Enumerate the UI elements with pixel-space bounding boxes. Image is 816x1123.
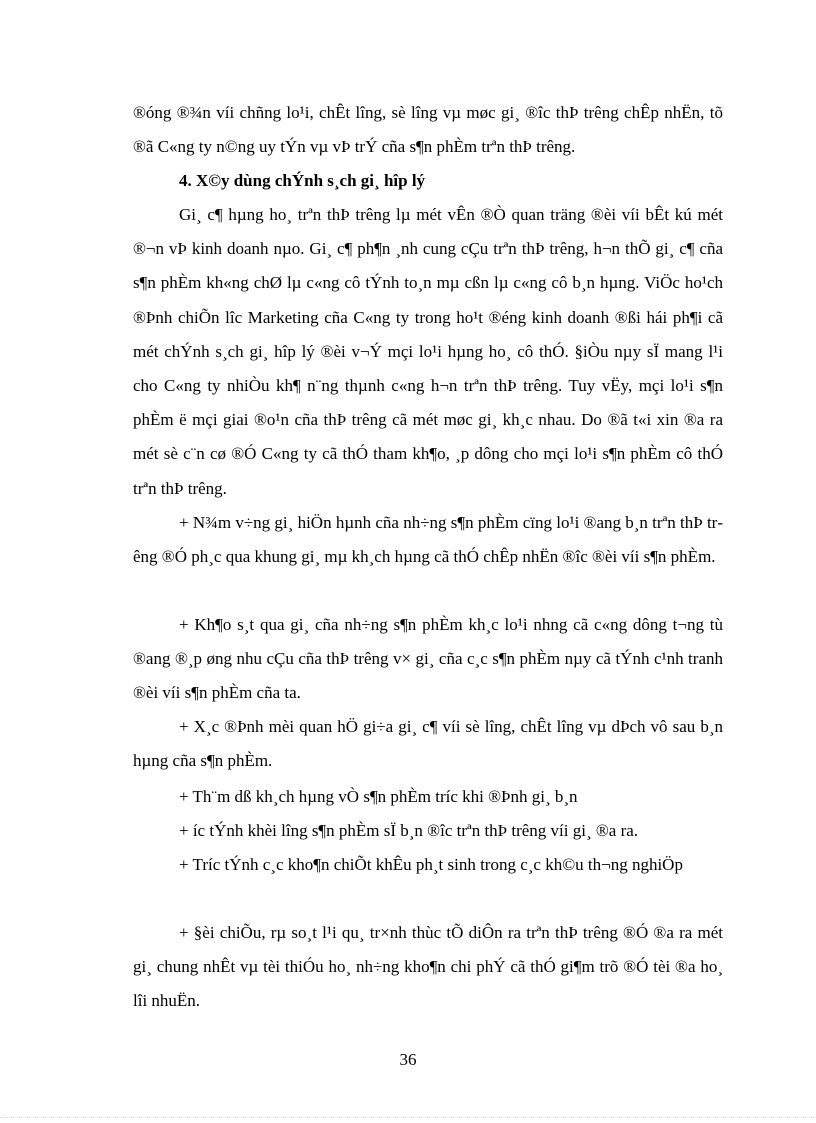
bullet-price-relation: + X¸c ®Þnh mèi quan hÖ gi÷a gi¸ c¶ víi sè lîng, chÊt lîng vµ dÞch vô sau b¸n hµng cña s¶n phÈm. bbox=[133, 717, 723, 771]
section-heading: 4. X©y dùng chÝnh s¸ch gi¸ hîp lý bbox=[179, 171, 426, 190]
bottom-divider bbox=[0, 1117, 816, 1118]
page-number: 36 bbox=[399, 1050, 417, 1069]
intro-paragraph: ®óng ®¾n víi chñng lo¹i, chÊt lîng, sè lîng vµ møc gi¸ ®îc thÞ trêng chÊp nhËn, tõ ®ã C«ng ty n©ng uy tÝn vµ vÞ trÝ cña s¶n phÈm trªn thÞ trêng. bbox=[133, 103, 723, 157]
bullet-survey-prices: + Kh¶o s¸t qua gi¸ cña nh÷ng s¶n phÈm kh¸c lo¹i nhng cã c«ng dông t¬ng tù ®ang ®¸p øng nhu cÇu cña thÞ trêng v× gi¸ cña c¸c s¶n phÈm nµy cã tÝnh c¹nh tranh ®èi víi s¶n phÈm cña ta. bbox=[133, 615, 723, 703]
bullet-review: + §èi chiÕu, rµ so¸t l¹i qu¸ tr×nh thùc tÕ diÔn ra trªn thÞ trêng ®Ó ®a ra mét gi¸ chung nhÊt vµ tèi thiÓu ho¸ nh÷ng kho¶n chi phÝ cã thÓ gi¶m trõ ®Ó tèi ®a ho¸ lîi nhuËn. bbox=[133, 923, 723, 1011]
bullet-discounts: + Tríc tÝnh c¸c kho¶n chiÕt khÊu ph¸t sinh trong c¸c kh©u th¬ng nghiÖp bbox=[179, 855, 683, 874]
bullet-market-price: + N¾m v÷ng gi¸ hiÖn hµnh cña nh÷ng s¶n phÈm cïng lo¹i ®ang b¸n trªn thÞ trêng ®Ó ph¸c qua khung gi¸ mµ kh¸ch hµng cã thÓ chÊp nhËn ®îc ®èi víi s¶n phÈm. bbox=[133, 513, 723, 567]
bullet-volume-estimate: + íc tÝnh khèi lîng s¶n phÈm sÏ b¸n ®îc trªn thÞ trêng víi gi¸ ®a ra. bbox=[179, 821, 639, 840]
bullet-customer-survey: + Th¨m dß kh¸ch hµng vÒ s¶n phÈm tríc khi ®Þnh gi¸ b¸n bbox=[179, 787, 578, 806]
pricing-paragraph: Gi¸ c¶ hµng ho¸ trªn thÞ trêng lµ mét vÊn ®Ò quan träng ®èi víi bÊt kú mét ®¬n vÞ kinh doanh nµo. Gi¸ c¶ ph¶n ¸nh cung cÇu trªn thÞ trêng, h¬n thÕ gi¸ c¶ cña s¶n phÈm kh«ng chØ lµ c«ng cô tÝnh to¸n mµ cßn lµ c«ng cô b¸n hµng. ViÖc ho¹ch ®Þnh chiÕn lîc Marketing cña C«ng ty trong ho¹t ®éng kinh doanh ®ßi hái ph¶i cã mét chÝnh s¸ch gi¸ hîp lý ®èi v¬Ý mçi lo¹i hµng ho¸ cô thÓ. §iÒu nµy sÏ mang l¹i cho C«ng ty nhiÒu kh¶ n¨ng thµnh c«ng h¬n trªn thÞ trêng. Tuy vËy, mçi lo¹i s¶n phÈm ë mçi giai ®o¹n cña thÞ trêng cã mét møc gi¸ kh¸c nhau. Do ®ã t«i xin ®a ra mét sè c¨n cø ®Ó C«ng ty cã thÓ tham kh¶o, ¸p dông cho mçi lo¹i s¶n phÈm cô thÓ trªn thÞ trêng. bbox=[133, 205, 723, 498]
